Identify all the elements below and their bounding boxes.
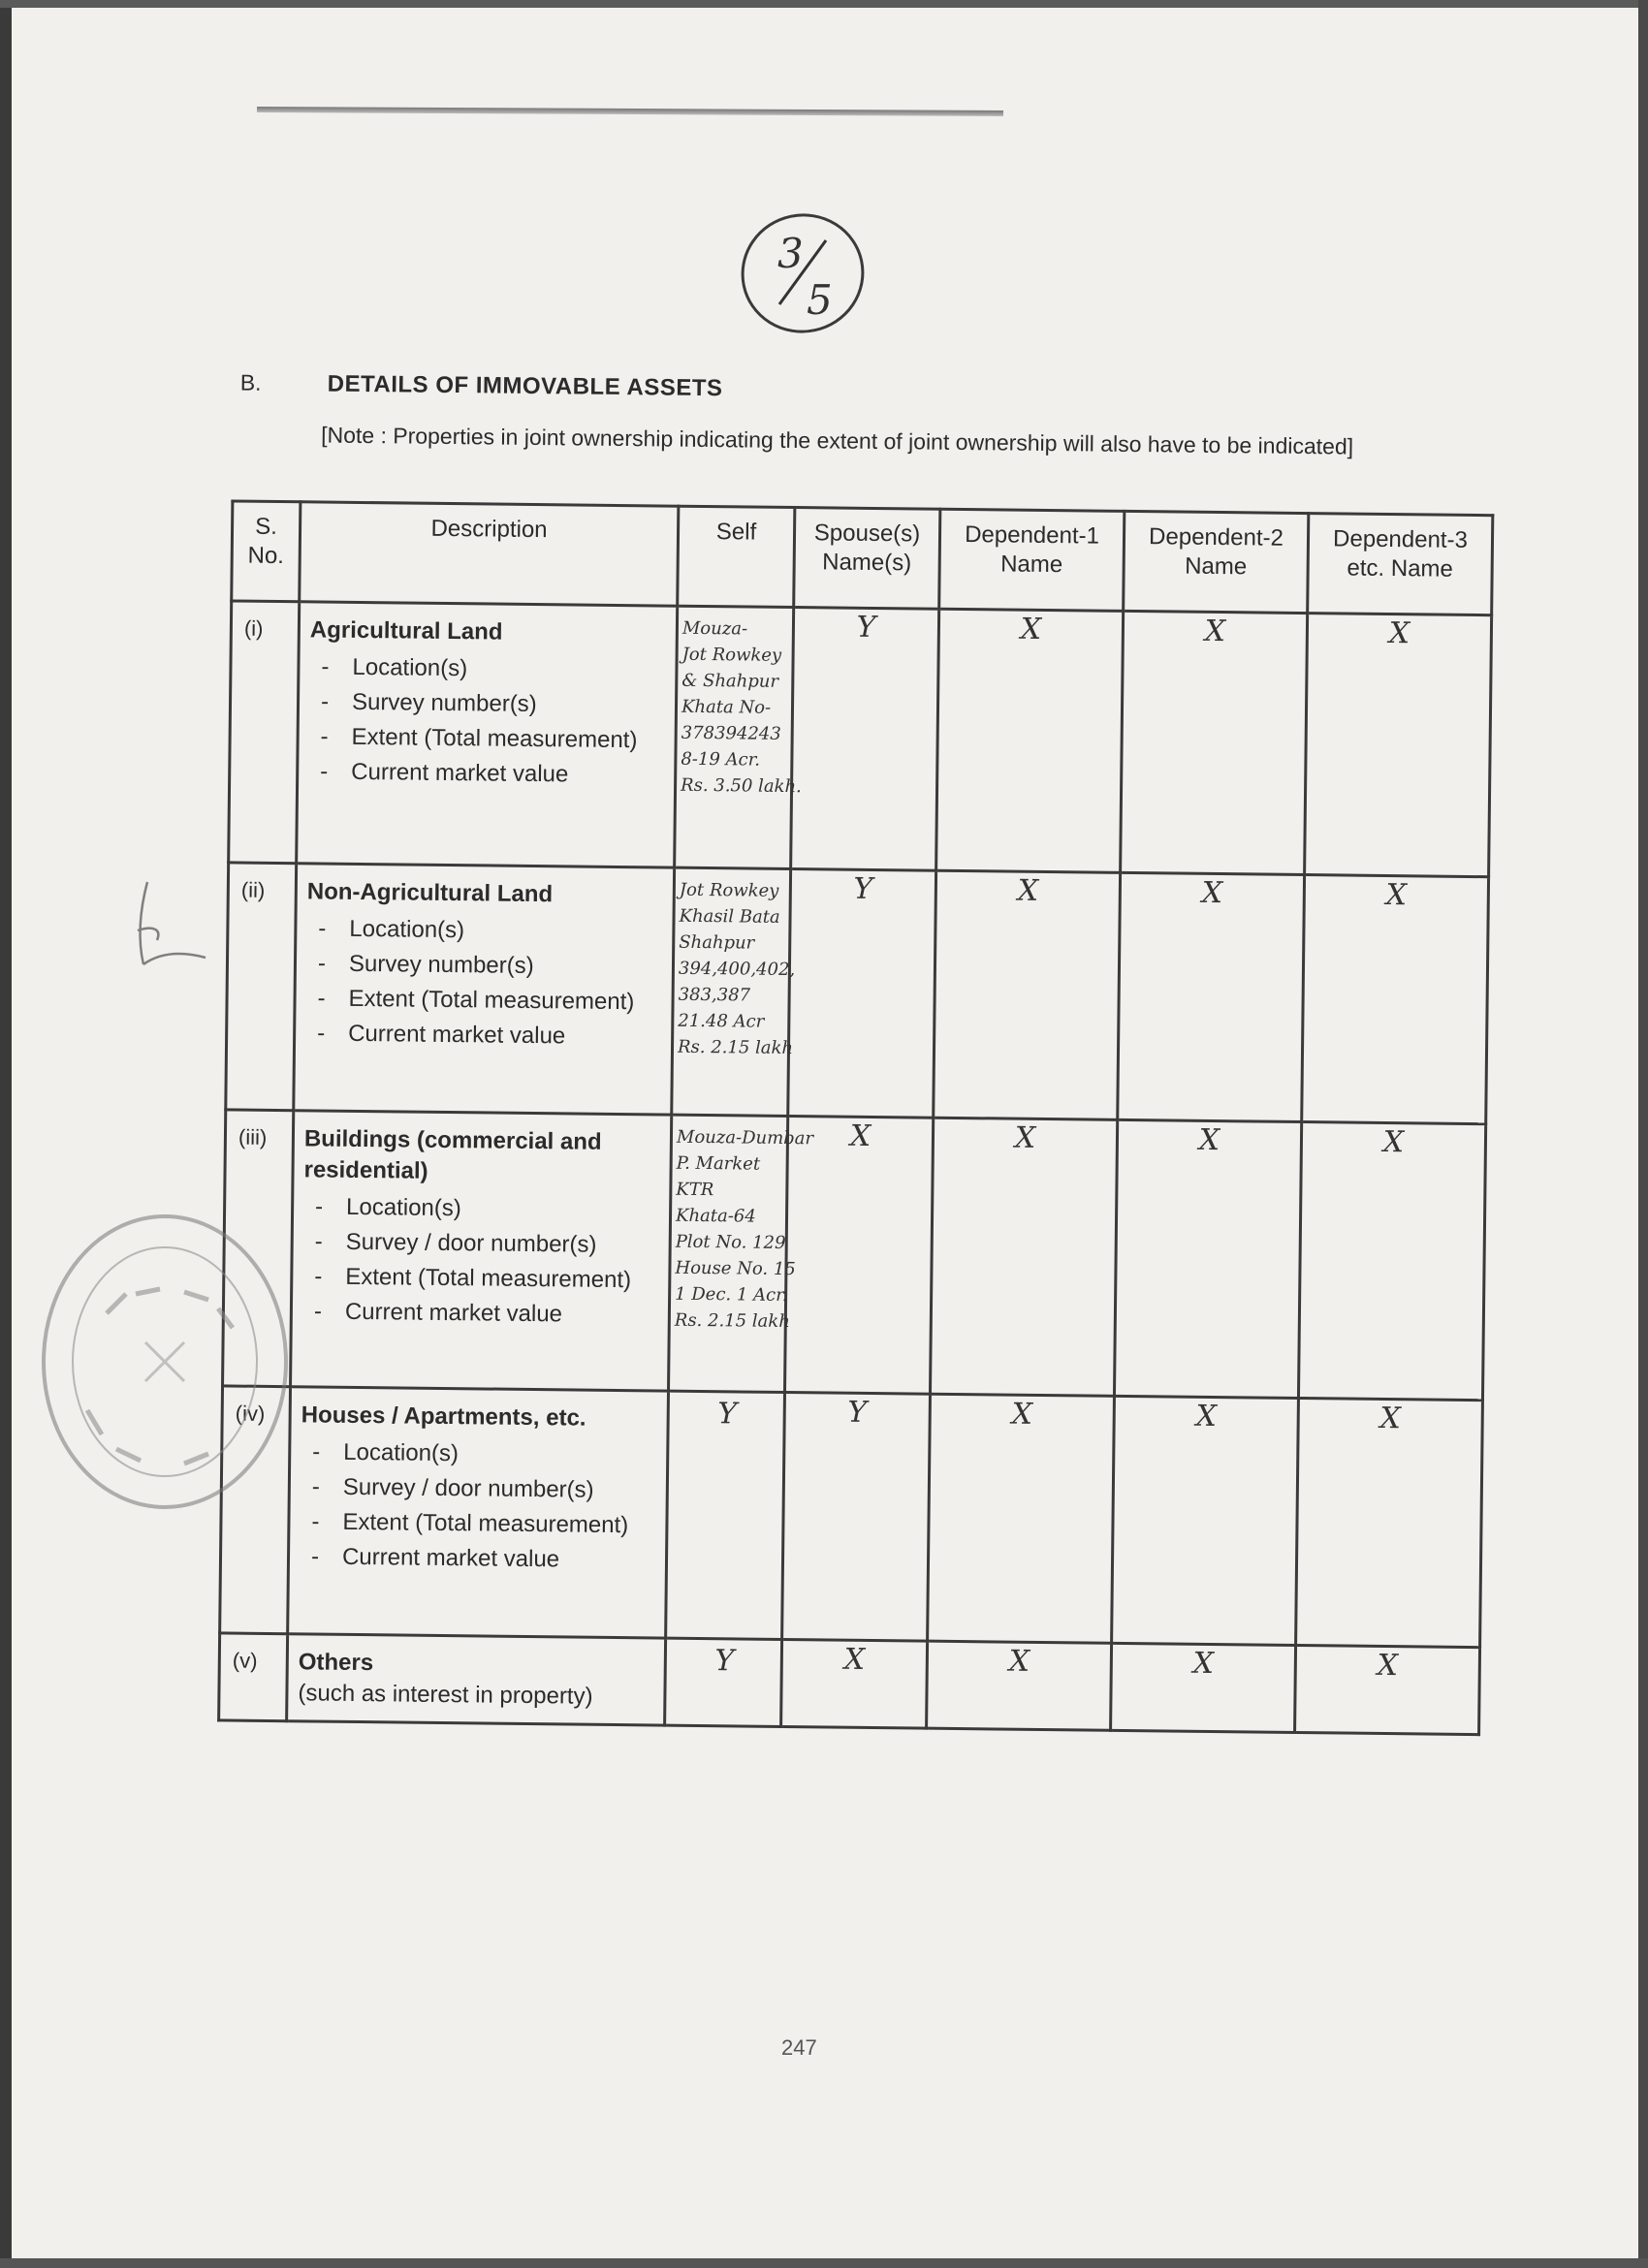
item-door-number: - Survey / door number(s)	[301, 1469, 660, 1508]
handwritten-line: 383,387	[678, 984, 751, 1006]
dependent-2-mark: X	[1114, 1119, 1301, 1398]
row-description	[291, 1111, 672, 1391]
header-dependent-3: Dependent-3 etc. Name	[1308, 514, 1493, 615]
handwritten-line: P. Market	[676, 1152, 761, 1175]
header-self: Self	[678, 506, 795, 607]
self-mark: Y	[666, 1391, 785, 1639]
handwritten-line: Mouza-	[681, 617, 748, 640]
item-location: - Location(s)	[309, 649, 669, 688]
item-location: - Location(s)	[303, 1189, 663, 1228]
row-sno: (iv)	[220, 1386, 291, 1634]
scan-edge-left	[0, 0, 12, 2268]
handwritten-line: Khata No-	[681, 696, 772, 718]
spouse-mark: X	[784, 1117, 933, 1395]
item-market-value: - Current market value	[308, 754, 668, 793]
handwritten-line: Mouza-Dumbar	[676, 1126, 814, 1150]
official-seal-stamp	[19, 1178, 301, 1546]
row-sno: (ii)	[226, 863, 297, 1111]
section-title: DETAILS OF IMMOVABLE ASSETS	[327, 370, 723, 402]
self-handwritten-entry	[672, 867, 796, 1116]
row-description	[287, 1634, 666, 1725]
spouse-mark: Y	[782, 1392, 931, 1641]
handwritten-line: Khata-64	[675, 1205, 756, 1227]
handwritten-line: 8-19 Acr.	[681, 748, 761, 771]
dependent-3-mark: X	[1296, 1398, 1483, 1647]
dependent-3-mark: X	[1298, 1122, 1485, 1401]
spouse-mark: Y	[791, 608, 939, 871]
table-row-others	[219, 1633, 1480, 1735]
handwritten-line: Shahpur	[679, 931, 755, 954]
item-market-value: - Current market value	[300, 1539, 659, 1578]
dependent-3-mark: X	[1295, 1645, 1480, 1734]
handwritten-line: KTR	[676, 1179, 714, 1201]
section-letter: B.	[239, 369, 262, 395]
dependent-2-mark: X	[1111, 1643, 1296, 1732]
handwritten-line: 1 Dec. 1 Acr.	[675, 1283, 788, 1307]
row-description	[288, 1387, 669, 1638]
item-extent: - Extent (Total measurement)	[302, 1259, 662, 1298]
item-extent: - Extent (Total measurement)	[308, 719, 668, 758]
handwritten-line: Jot Rowkey	[681, 644, 782, 666]
row-sno: (i)	[229, 601, 300, 864]
item-survey-number: - Survey number(s)	[309, 684, 669, 723]
header-dependent-1: Dependent-1 Name	[939, 509, 1125, 611]
scan-edge-bottom	[0, 2258, 1648, 2268]
item-market-value: - Current market value	[302, 1294, 662, 1333]
header-description: Description	[300, 502, 679, 606]
dependent-1-mark: X	[934, 870, 1121, 1119]
handwritten-line: 21.48 Acr	[678, 1010, 765, 1032]
handwritten-line: & Shahpur	[681, 670, 779, 692]
category-title: Others	[298, 1649, 374, 1677]
table-row-agricultural-land	[229, 601, 1492, 877]
item-extent: - Extent (Total measurement)	[300, 1504, 659, 1543]
dependent-1-mark: X	[930, 1118, 1117, 1396]
handwritten-line: Rs. 2.15 lakh	[674, 1309, 790, 1333]
dependent-1-mark: X	[928, 1394, 1115, 1643]
item-extent: - Extent (Total measurement)	[305, 981, 665, 1020]
page-count-mark	[735, 204, 871, 339]
category-title: Houses / Apartments, etc.	[301, 1402, 586, 1432]
dependent-3-mark: X	[1302, 875, 1489, 1124]
handwritten-line: House No. 15	[675, 1257, 796, 1280]
category-title: Non-Agricultural Land	[306, 878, 554, 908]
page-mark-numerator: 3	[777, 230, 804, 277]
self-handwritten-entry	[669, 1115, 814, 1392]
dependent-2-mark: X	[1112, 1396, 1299, 1645]
table-header-row	[232, 501, 1493, 615]
row-sno: (iii)	[223, 1110, 294, 1387]
item-market-value: - Current market value	[305, 1016, 665, 1055]
self-mark: Y	[665, 1638, 782, 1726]
immovable-assets-table	[217, 499, 1494, 1736]
header-spouse: Spouse(s) Name(s)	[794, 508, 940, 610]
spouse-mark: Y	[788, 869, 936, 1118]
self-handwritten-entry	[675, 606, 802, 868]
dependent-2-mark: X	[1118, 872, 1305, 1121]
row-sno: (v)	[219, 1633, 288, 1721]
row-description	[297, 602, 678, 867]
scan-edge-right	[1638, 0, 1648, 2268]
handwritten-line: Jot Rowkey	[679, 879, 779, 901]
category-title: Buildings (commercial and residential)	[303, 1125, 602, 1184]
spouse-mark: X	[781, 1639, 928, 1728]
handwritten-line: 394,400,402,	[678, 958, 796, 981]
handwritten-line: Rs. 3.50 lakh.	[680, 774, 802, 798]
dependent-2-mark: X	[1121, 611, 1308, 874]
page-number: 247	[781, 2035, 817, 2060]
table-row-buildings	[223, 1110, 1486, 1401]
handwritten-line: Khasil Bata	[679, 905, 780, 928]
item-door-number: - Survey / door number(s)	[303, 1224, 663, 1263]
table-row-non-agricultural-land	[226, 863, 1489, 1124]
dependent-3-mark: X	[1305, 614, 1492, 877]
section-note: [Note : Properties in joint ownership indicating the extent of joint ownership will also have to be indicated]	[321, 422, 1354, 459]
category-subtitle: (such as interest in property)	[298, 1680, 593, 1710]
top-rule	[257, 107, 1003, 116]
header-sno: S. No.	[232, 501, 301, 602]
page-mark-denominator: 5	[807, 276, 833, 324]
item-survey-number: - Survey number(s)	[306, 946, 666, 985]
scan-edge-top	[0, 0, 1648, 8]
item-location: - Location(s)	[301, 1434, 660, 1473]
item-location: - Location(s)	[306, 911, 666, 950]
handwritten-line: 378394243	[681, 722, 781, 744]
table-row-houses-apartments	[220, 1386, 1483, 1648]
handwritten-line: Plot No. 129	[675, 1231, 786, 1253]
dependent-1-mark: X	[927, 1641, 1112, 1730]
header-dependent-2: Dependent-2 Name	[1124, 511, 1309, 613]
dependent-1-mark: X	[936, 609, 1124, 872]
signature-scribble	[118, 872, 235, 989]
row-description	[294, 864, 675, 1115]
category-title: Agricultural Land	[309, 616, 503, 646]
immovable-assets-section	[194, 363, 1498, 1710]
handwritten-line: Rs. 2.15 lakh	[677, 1036, 794, 1059]
